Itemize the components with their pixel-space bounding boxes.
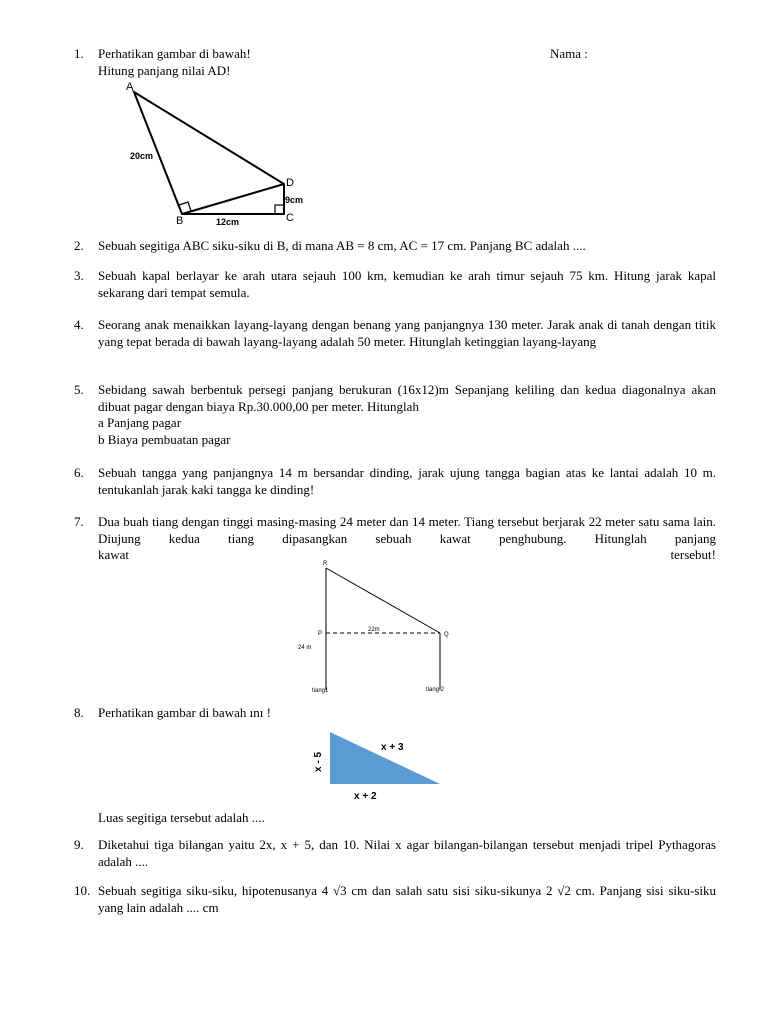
figure-1-label-d: D (286, 177, 294, 189)
figure-7-label-p: P (318, 631, 323, 637)
question-8-after-text: Luas segitiga tersebut adalah .... (98, 810, 265, 825)
figure-1-label-bc: 12cm (216, 217, 240, 227)
question-text-kawat: kawat (98, 547, 130, 562)
question-text-line-2: Hitung panjang nilai AD! (98, 62, 231, 78)
question-number: 9. (74, 837, 84, 852)
figure-8-label-base: x + 2 (354, 791, 377, 802)
question-text: Sebuah segitiga siku-siku, hipotenusanya 4 √3 cm dan salah satu sisi siku-sikunya 2 √2 cm. Panjang sisi siku-siku yang lain adalah .... cm (98, 883, 716, 915)
question-number: 7. (74, 514, 84, 529)
question-text-line-1: Perhatikan gambar di bawah! (98, 46, 251, 61)
question-sub-a: a Panjang pagar (98, 415, 182, 430)
figure-8-shape (330, 732, 440, 784)
question-text: Perhatikan gambar di bawah ını ! (98, 705, 271, 720)
figure-7-label-pole-1: tiang1 (312, 688, 329, 694)
figure-7-label-pole-2: tiang 2 (426, 687, 445, 693)
question-number: 2. (74, 238, 84, 253)
figure-1-label-a: A (126, 81, 134, 93)
question-sub-b: b Biaya pembuatan pagar (98, 431, 231, 447)
figure-8-label-side: x - 5 (313, 751, 324, 772)
question-text: Sebidang sawah berbentuk persegi panjang berukuran (16x12)m Sepanjang keliling dan kedua diagonalnya akan dibuat pagar dengan biaya Rp.30.000,00 per meter. Hitunglah (98, 382, 716, 414)
question-number: 4. (74, 317, 84, 332)
figure-1-segment-bd (182, 184, 284, 214)
question-number: 8. (74, 705, 84, 720)
figure-8-label-hypotenuse: x + 3 (381, 742, 404, 753)
figure-1-label-cd: 9cm (285, 195, 304, 205)
figure-7-wire (326, 568, 440, 633)
figure-7-label-pq: 22m (368, 627, 380, 633)
figure-7-label-r: R (323, 561, 328, 567)
question-text: Dua buah tiang dengan tinggi masing-masing 24 meter dan 14 meter. Tiang tersebut berjarak 22 meter satu sama lain. Diujung kedua tiang dipasangkan sebuah kawat penghubung. Hitunglah panjang (98, 514, 716, 546)
question-text: Sebuah kapal berlayar ke arah utara sejauh 100 km, kemudian ke arah timur sejauh 75 km. Hitung jarak kapal sekarang dari tempat semula. (98, 268, 716, 300)
figure-7-label-q: Q (444, 632, 449, 638)
question-number: 1. (74, 46, 84, 61)
figure-1-triangle (118, 80, 308, 230)
figure-8-triangle (306, 728, 456, 804)
figure-1-right-angle-c (275, 205, 284, 214)
question-number: 5. (74, 382, 84, 397)
question-number: 3. (74, 268, 84, 283)
question-text: Diketahui tiga bilangan yaitu 2x, x + 5, dan 10. Nilai x agar bilangan-bilangan tersebut menjadi tripel Pythagoras adalah .... (98, 837, 716, 869)
question-number: 6. (74, 465, 84, 480)
figure-7-label-height: 24 m (298, 645, 312, 651)
question-text: Sebuah tangga yang panjangnya 14 m bersandar dinding, jarak ujung tangga bagian atas ke lantai adalah 10 m. tentukanlah jarak kaki tangga ke dinding! (98, 465, 716, 497)
figure-1-label-c: C (286, 212, 294, 224)
figure-7-poles (290, 556, 470, 700)
question-text: Sebuah segitiga ABC siku-siku di B, di mana AB = 8 cm, AC = 17 cm. Panjang BC adalah .... (98, 238, 586, 253)
figure-1-outline (134, 92, 284, 214)
figure-1-label-ab: 20cm (130, 151, 154, 161)
question-text-tersebut: tersebut! (670, 547, 716, 562)
question-number: 10. (74, 883, 91, 898)
name-label: Nama : (550, 46, 588, 61)
question-text: Seorang anak menaikkan layang-layang dengan benang yang panjangnya 130 meter. Jarak anak di tanah dengan titik yang tepat berada di bawah layang-layang adalah 50 meter. Hitunglah ketinggian layang-layang (98, 317, 716, 349)
figure-1-label-b: B (176, 215, 184, 227)
